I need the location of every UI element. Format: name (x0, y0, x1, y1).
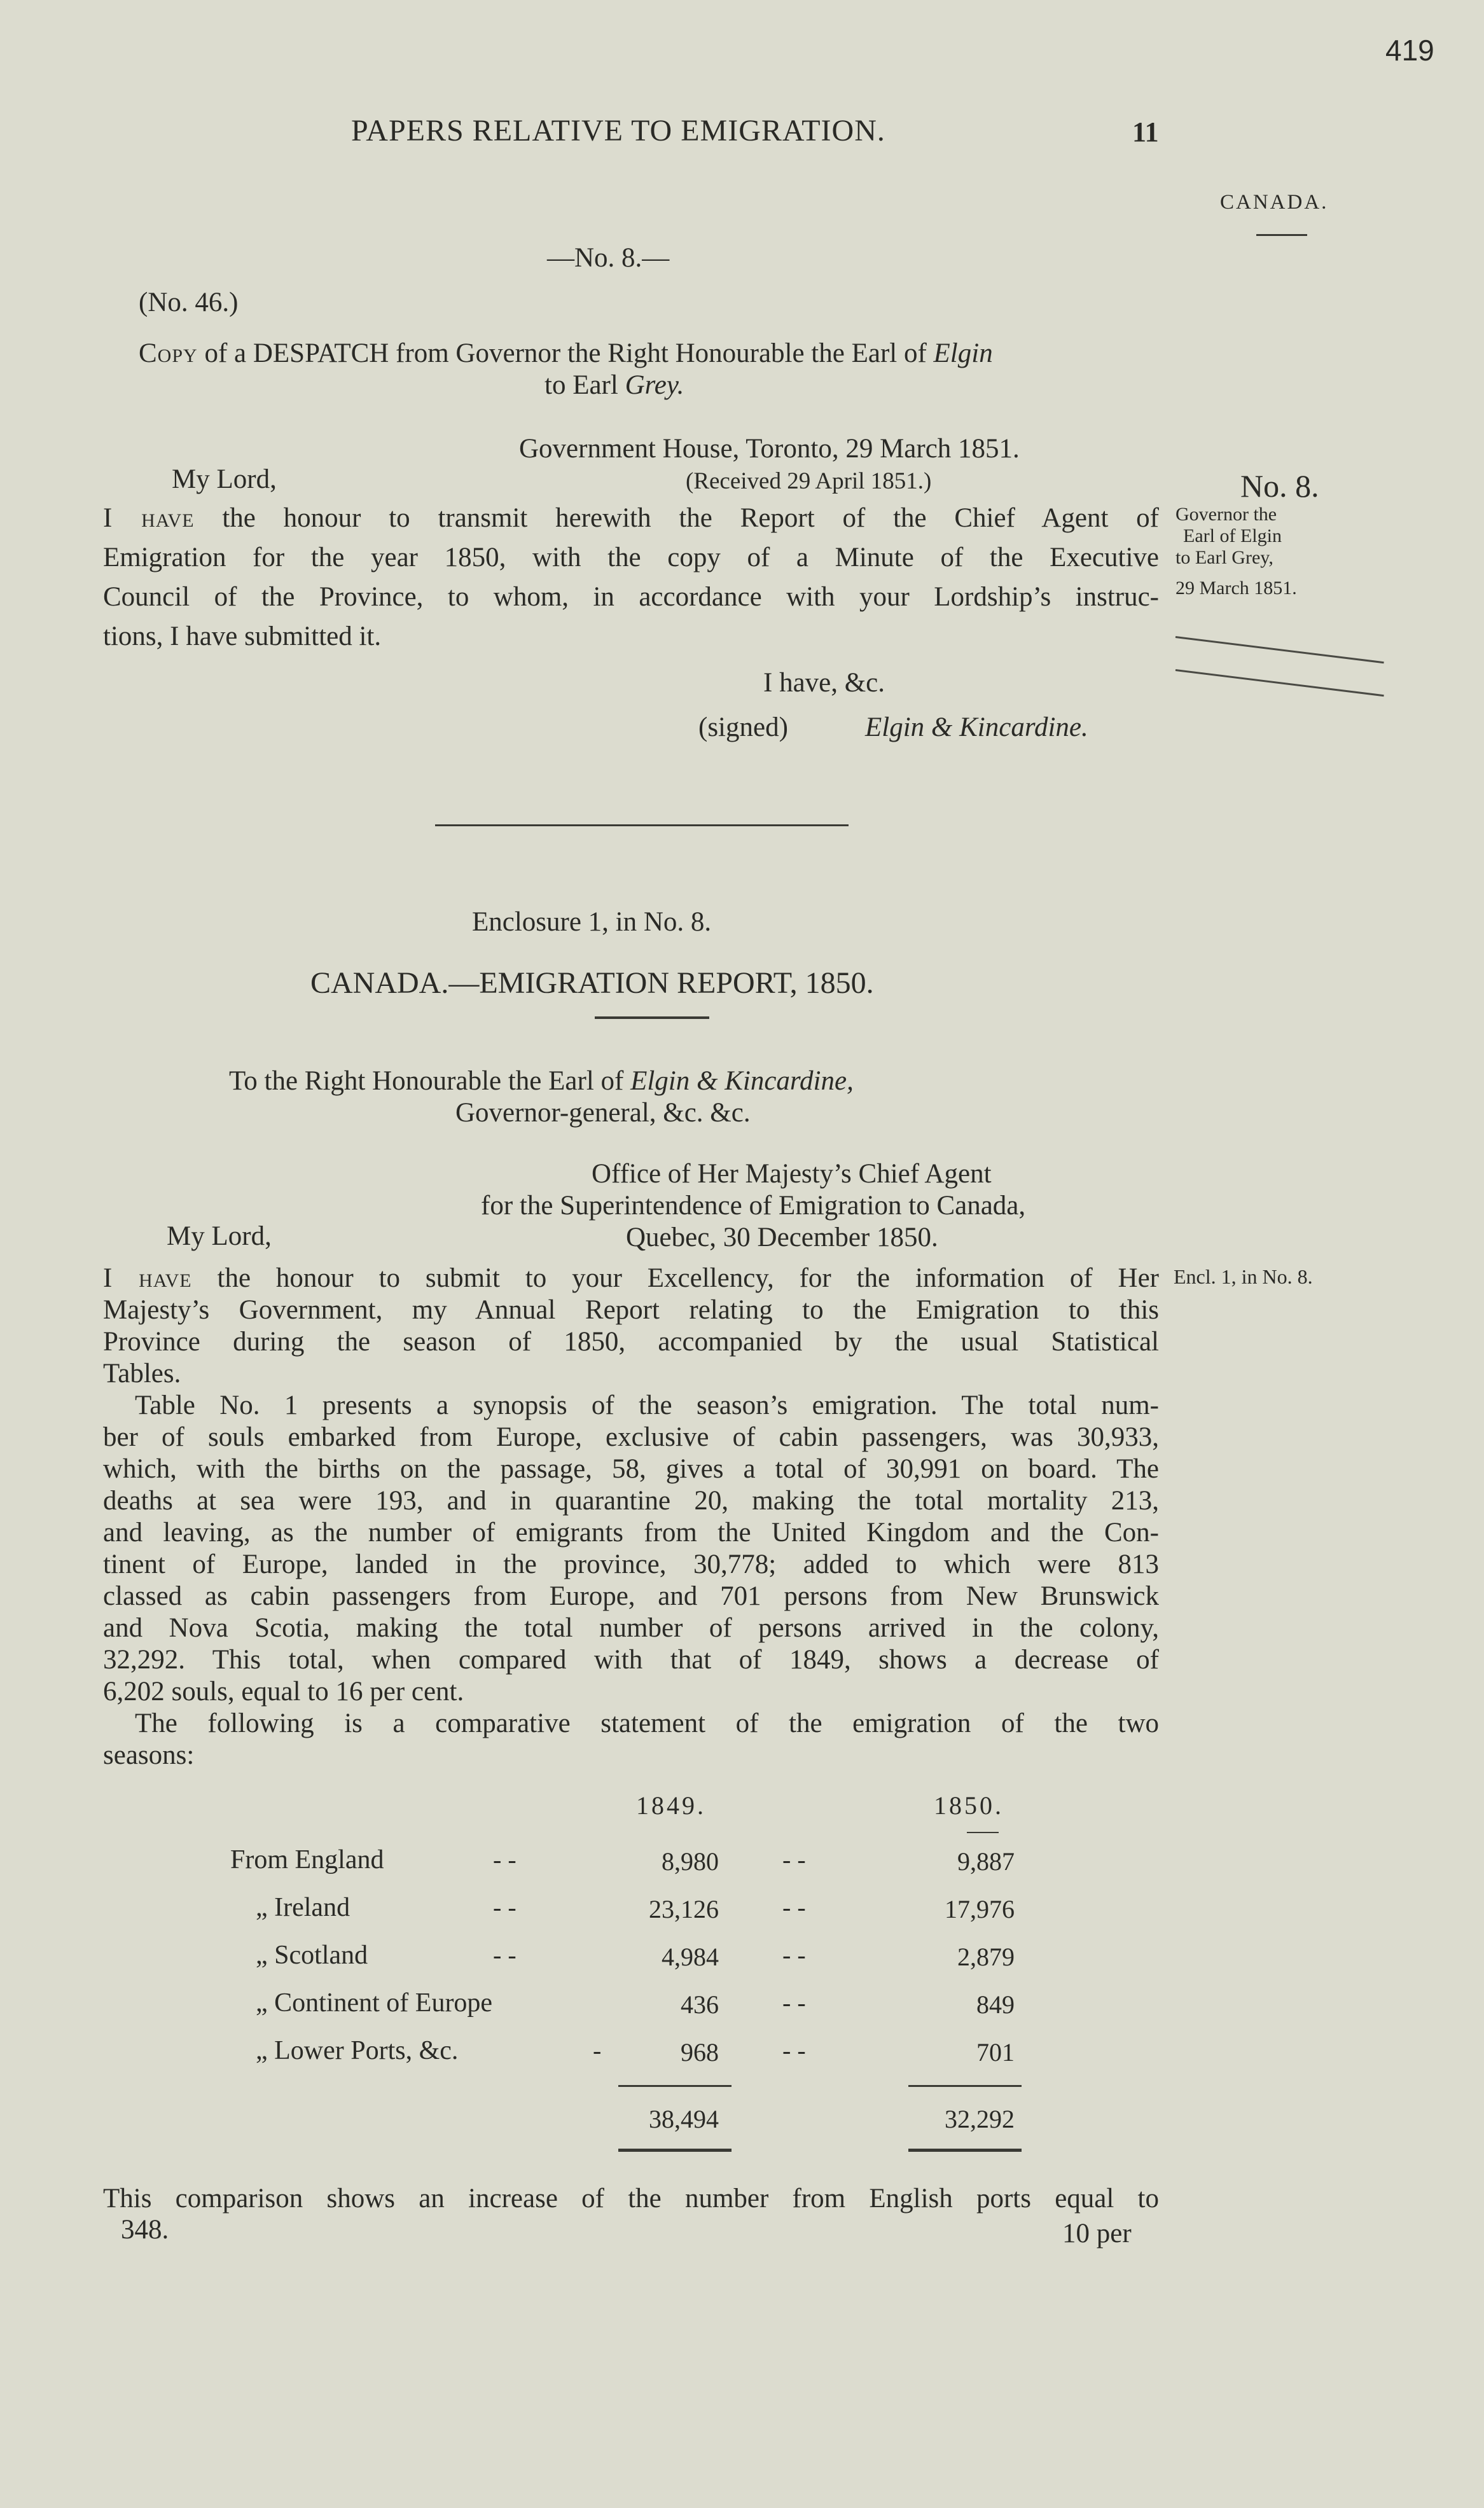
margin-no8: No. 8. (1240, 468, 1319, 504)
despatch-line-1: I have the honour to transmit herewith the Report of the Chief Agent of (103, 503, 1159, 533)
table-row-dashes: - - (782, 2036, 806, 2065)
table-total-1849: 38,494 (649, 2105, 719, 2133)
header-underline (967, 1832, 999, 1833)
para2-line-10: 6,202 souls, equal to 16 per cent. (103, 1677, 464, 1707)
para2-line-4: deaths at sea were 193, and in quarantine 20, making the total mortality 213, (103, 1486, 1159, 1516)
table-row-dashes: - - (782, 1893, 806, 1922)
para1-line-1: I have the honour to submit to your Excellency, for the information of Her (103, 1263, 1159, 1293)
para2-line-1: Table No. 1 presents a synopsis of the season’s emigration. The total num- (135, 1390, 1159, 1420)
para3-line-1: The following is a comparative statement of the emigration of the two (135, 1708, 1159, 1738)
table-cell-1850: 849 (976, 1990, 1015, 2019)
table-row-dashes: - - (782, 1941, 806, 1969)
table-row-dashes: - - (493, 1845, 517, 1874)
table-cell-1850: 2,879 (957, 1943, 1015, 1971)
total-rule-1849 (618, 2085, 732, 2087)
table-cell-1850: 17,976 (945, 1895, 1015, 1923)
para2-line-9: 32,292. This total, when compared with that of 1849, shows a decrease of (103, 1645, 1159, 1675)
address-line-2: Governor-general, &c. &c. (455, 1098, 751, 1128)
para4-line-1: This comparison shows an increase of the number from English ports equal to (103, 2184, 1159, 2214)
despatch-line-3: Council of the Province, to whom, in accordance with your Lordship’s instruc- (103, 582, 1159, 612)
total-rule-1850 (908, 2085, 1022, 2087)
table-cell-1849: 968 (681, 2038, 719, 2067)
despatch-received: (Received 29 April 1851.) (686, 468, 932, 494)
table-row-dashes: - - (782, 1988, 806, 2017)
despatch-line-2: Emigration for the year 1850, with the copy of a Minute of the Executive (103, 543, 1159, 572)
para2-line-8: and Nova Scotia, making the total number of persons arrived in the colony, (103, 1613, 1159, 1643)
para1-line-4: Tables. (103, 1359, 181, 1389)
table-header-1850: 1850. (934, 1791, 1004, 1820)
despatch-closing: I have, &c. (763, 668, 885, 698)
table-cell-1849: 23,126 (649, 1895, 719, 1923)
para3-line-2: seasons: (103, 1740, 195, 1770)
despatch-salutation: My Lord, (172, 464, 277, 494)
table-cell-1850: 701 (976, 2038, 1015, 2067)
table-row-label: „ Scotland (256, 1941, 368, 1970)
margin-note-line-4: 29 March 1851. (1175, 578, 1297, 599)
running-header: PAPERS RELATIVE TO EMIGRATION. (351, 114, 885, 148)
page-number: 419 (1385, 34, 1434, 67)
margin-rule (1256, 234, 1307, 236)
margin-canada: CANADA. (1220, 191, 1329, 214)
table-row-label: „ Continent of Europe (256, 1988, 493, 2018)
margin-rule-slant-2 (1175, 669, 1384, 696)
table-total-1850: 32,292 (945, 2105, 1015, 2133)
table-cell-1849: 8,980 (662, 1847, 719, 1876)
table-cell-1849: 4,984 (662, 1943, 719, 1971)
para2-line-5: and leaving, as the number of emigrants from the United Kingdom and the Con- (103, 1518, 1159, 1548)
despatch-line-4: tions, I have submitted it. (103, 621, 382, 651)
para1-line-2: Majesty’s Government, my Annual Report relating to the Emigration to this (103, 1295, 1159, 1325)
address-line-1: To the Right Honourable the Earl of Elgin & Kincardine, (229, 1066, 854, 1096)
title-underline (595, 1016, 709, 1019)
table-cell-1850: 9,887 (957, 1847, 1015, 1876)
margin-note-line-2: Earl of Elgin (1183, 525, 1282, 546)
margin-enclosure-note: Encl. 1, in No. 8. (1174, 1265, 1313, 1288)
para1-line-3: Province during the season of 1850, accompanied by the usual Statistical (103, 1327, 1159, 1357)
para2-line-2: ber of souls embarked from Europe, exclusive of cabin passengers, was 30,933, (103, 1422, 1159, 1452)
despatch-title-line-1: Copy of a DESPATCH from Governor the Right Honourable the Earl of Elgin (139, 338, 993, 368)
enclosure-salutation: My Lord, (167, 1221, 272, 1251)
table-cell-1849: 436 (681, 1990, 719, 2019)
office-line-3: Quebec, 30 December 1850. (626, 1223, 938, 1252)
table-row-label: „ Ireland (256, 1893, 350, 1922)
table-row-label: From England (230, 1845, 384, 1874)
double-rule-1850 (908, 2149, 1022, 2152)
despatch-title-line-2: to Earl Grey. (544, 370, 684, 400)
section-divider (435, 824, 849, 826)
catchword: 10 per (1062, 2219, 1132, 2248)
section-number: —No. 8.— (547, 243, 670, 273)
office-line-2: for the Superintendence of Emigration to Canada, (481, 1191, 1026, 1221)
table-row-dashes: - - (493, 1941, 517, 1969)
para2-line-3: which, with the births on the passage, 58, gives a total of 30,991 on board. The (103, 1454, 1159, 1484)
table-row-dashes: - - (493, 1893, 517, 1922)
despatch-place-date: Government House, Toronto, 29 March 1851. (519, 434, 1020, 464)
header-page-number: 11 (1132, 116, 1159, 148)
margin-rule-slant-1 (1175, 636, 1384, 663)
despatch-signature: Elgin & Kincardine. (865, 712, 1088, 742)
enclosure-heading: Enclosure 1, in No. 8. (472, 907, 712, 937)
margin-note-line-1: Governor the (1175, 504, 1277, 525)
table-row-label: „ Lower Ports, &c. (256, 2036, 459, 2065)
margin-note-line-3: to Earl Grey, (1175, 547, 1273, 568)
table-row-dashes: - (593, 2036, 602, 2065)
para2-line-6: tinent of Europe, landed in the province, 30,778; added to which were 813 (103, 1549, 1159, 1579)
report-title: CANADA.—EMIGRATION REPORT, 1850. (310, 966, 874, 1000)
office-line-1: Office of Her Majesty’s Chief Agent (592, 1159, 992, 1189)
footer-signature-mark: 348. (121, 2215, 169, 2245)
double-rule-1849 (618, 2149, 732, 2152)
despatch-signed: (signed) (698, 712, 788, 742)
para2-line-7: classed as cabin passengers from Europe, and 701 persons from New Brunswick (103, 1581, 1159, 1611)
despatch-reference: (No. 46.) (139, 288, 239, 317)
table-header-1849: 1849. (636, 1791, 706, 1820)
table-row-dashes: - - (782, 1845, 806, 1874)
